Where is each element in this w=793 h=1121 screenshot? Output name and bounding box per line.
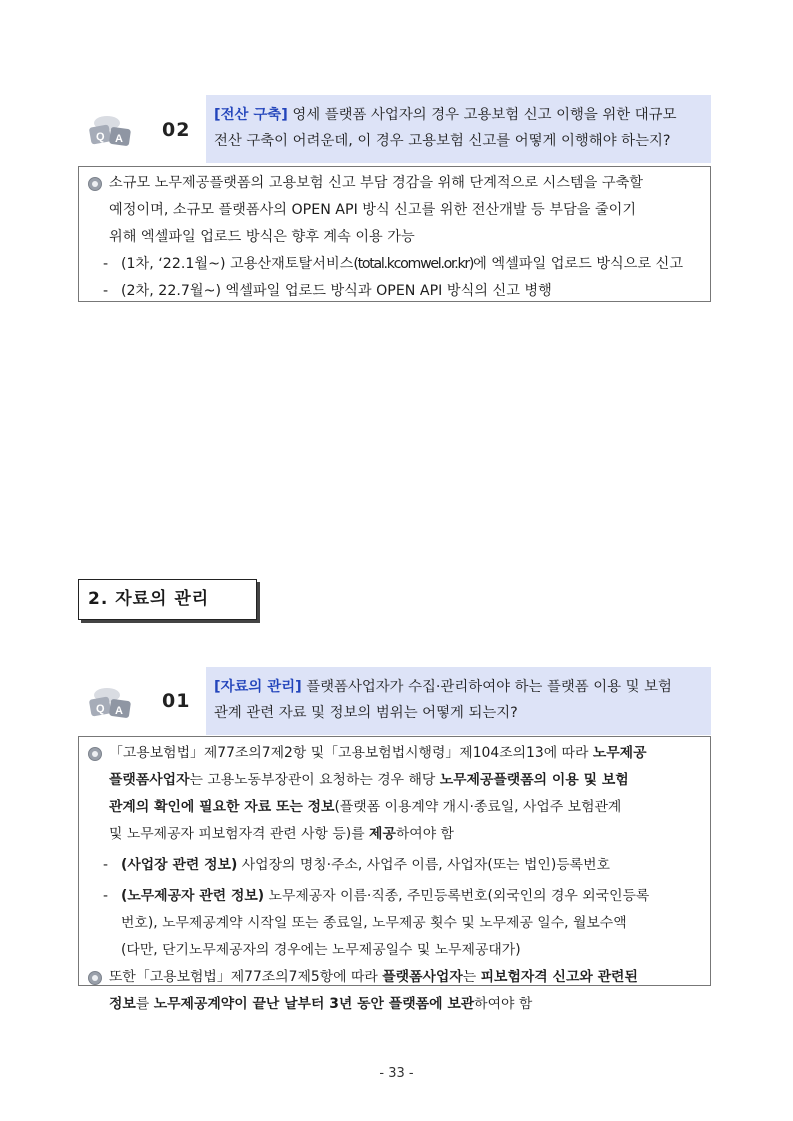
answer-text: 사업장의 명칭·주소, 사업주 이름, 사업자(또는 법인)등록번호 [237,857,610,873]
question-box [206,95,711,163]
bullet-icon [88,177,102,191]
answer-text: 를 [135,996,154,1012]
answer-text: 및 노무제공자 피보험자격 관련 사항 등)를 [109,826,370,842]
qa-icon-a-letter: A [115,133,123,145]
answer-bold-text: 피보험자격 신고와 관련된 [480,969,638,985]
qa-icon-q-letter: Q [96,131,105,143]
section-heading: 2. 자료의 관리 [78,579,257,620]
bullet-icon [88,747,102,761]
question-text-line2: 관계 관련 자료 및 정보의 범위는 어떻게 되는지? [214,705,518,721]
answer-line [109,991,700,1018]
answer-line [109,740,700,767]
answer-line: 위해 엑셀파일 업로드 방식은 향후 계속 이용 가능 [109,229,415,245]
answer-dash-item [85,251,700,278]
answer-box-01 [78,736,711,1012]
qa-icon-a-letter: A [115,705,123,717]
answer-paragraph [85,740,700,848]
answer-line [121,883,700,910]
answer-line [109,767,700,794]
answer-bold-text: 관계의 확인에 필요한 자료 또는 정보 [109,799,335,815]
answer-bold-text: 노무제공계약이 끝난 날부터 3년 동안 플랫폼에 보관 [153,996,475,1012]
answer-text: 「고용보험법」제77조의7제2항 및「고용보험법시행령」제104조의13에 따라 [109,745,593,761]
answer-text: 는 [462,969,481,985]
answer-bold-text: 노무제공 [592,745,647,761]
answer-line [109,821,700,848]
answer-bold-text: (사업장 관련 정보) [121,857,238,873]
question-tag: [자료의 관리] [214,679,302,695]
dash-text: 에 엑셀파일 업로드 방식으로 신고 [473,256,684,272]
answer-line: 예정이며, 소규모 플랫폼사의 OPEN API 방식 신고를 위한 전산개발 등 부담을 줄이기 [109,202,637,218]
answer-line: (다만, 단기노무제공자의 경우에는 노무제공일수 및 노무제공대가) [121,942,521,958]
answer-bold-text: 플랫폼사업자 [382,969,463,985]
question-number: 01 [162,690,191,712]
answer-text: 하여야 함 [474,996,533,1012]
answer-text: 또한「고용보험법」제77조의7제5항에 따라 [109,969,383,985]
answer-line: 번호), 노무제공계약 시작일 또는 종료일, 노무제공 횟수 및 노무제공 일수, 월보수액 [121,915,627,931]
bullet-icon [88,971,102,985]
qa-icon-q-letter: Q [96,703,105,715]
qa-header-02 [78,95,711,163]
dash-mark: - [103,888,109,904]
answer-text: 하여야 함 [395,826,454,842]
question-text-line1: 영세 플랫폼 사업자의 경우 고용보험 신고 이행을 위한 대규모 [287,107,677,123]
qa-header-01 [78,667,711,735]
answer-text: 노무제공자 이름·직종, 주민등록번호(외국인의 경우 외국인등록 [264,888,650,904]
answer-text: 는 고용노동부장관이 요청하는 경우 해당 [189,772,440,788]
answer-dash-item [85,883,700,964]
answer-paragraph [85,964,700,1018]
answer-bold-text: 정보 [109,996,136,1012]
answer-bold-text: 플랫폼사업자 [109,772,190,788]
answer-line [109,794,700,821]
dash-text: (2차, 22.7월~) 엑셀파일 업로드 방식과 OPEN API 방식의 신고 병행 [121,283,552,299]
question-number: 02 [162,119,191,141]
answer-dash-item [85,278,700,305]
answer-bold-text: 노무제공플랫폼의 이용 및 보험 [439,772,629,788]
answer-dash-item [85,852,700,879]
dash-mark: - [103,283,109,299]
answer-line: 소규모 노무제공플랫폼의 고용보험 신고 부담 경감을 위해 단계적으로 시스템을 구축할 [109,175,643,191]
question-tag: [전산 구축] [214,107,288,123]
answer-bold-text: 제공 [369,826,396,842]
answer-box-02 [78,166,711,302]
qa-bubble-icon [86,114,136,148]
answer-line [109,964,700,991]
dash-text: (1차, ‘22.1월~) 고용산재토탈서비스 [121,256,354,272]
answer-paragraph [85,170,700,251]
answer-text: (플랫폼 이용계약 개시·종료일, 사업주 보험관계 [334,799,622,815]
question-text-line1: 플랫폼사업자가 수집·관리하여야 하는 플랫폼 이용 및 보험 [301,679,672,695]
answer-bold-text: (노무제공자 관련 정보) [121,888,265,904]
dash-mark: - [103,256,109,272]
page-number: - 33 - [379,1066,414,1081]
question-text-line2: 전산 구축이 어려운데, 이 경우 고용보험 신고를 어떻게 이행해야 하는지? [214,133,671,149]
question-box [206,667,711,735]
url-text: (total.kcomwel.or.kr) [353,256,474,272]
dash-mark: - [103,857,109,873]
qa-bubble-icon [86,686,136,720]
